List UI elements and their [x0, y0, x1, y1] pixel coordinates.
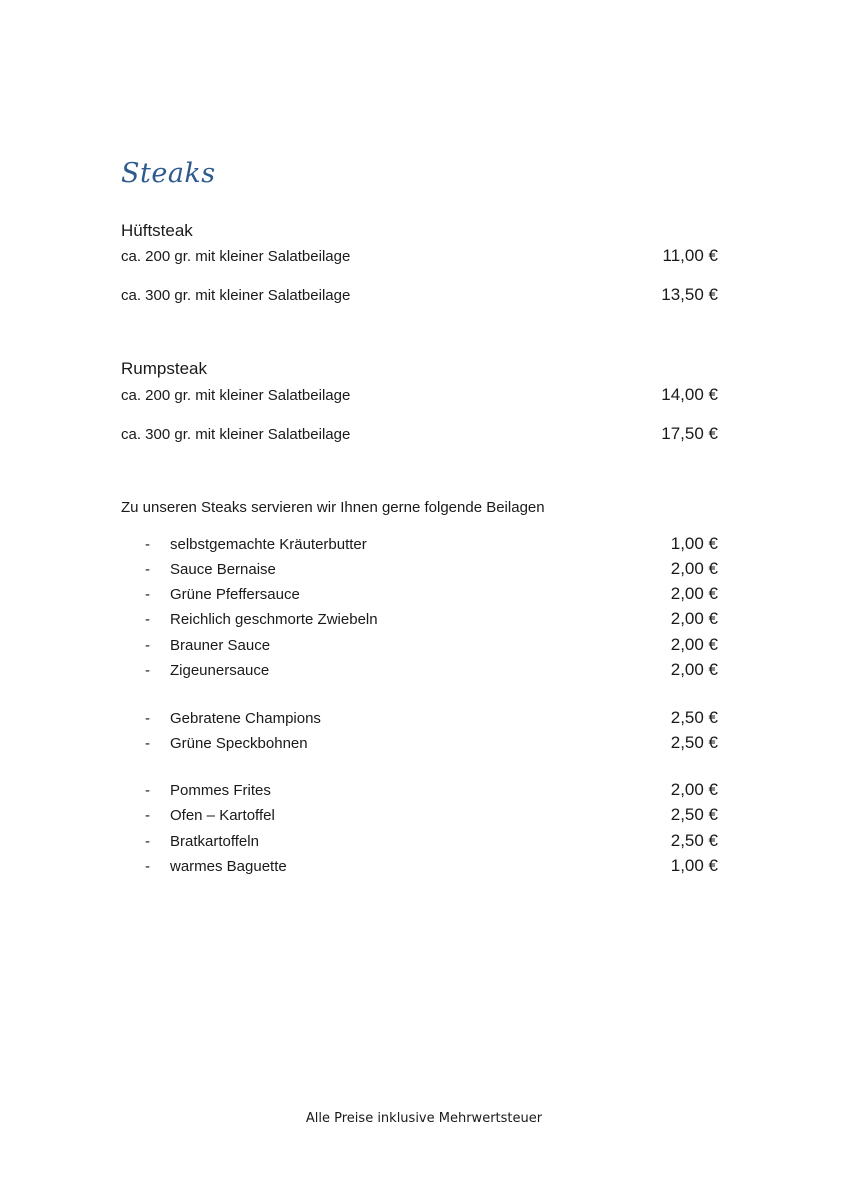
side-name: Reichlich geschmorte Zwiebeln	[170, 611, 378, 628]
bullet-dash: -	[145, 536, 150, 553]
bullet-dash: -	[145, 611, 150, 628]
menu-item	[121, 424, 718, 446]
side-price: 2,00 €	[670, 660, 718, 679]
footer-note: Alle Preise inklusive Mehrwertsteuer	[305, 1111, 543, 1126]
side-price: 1,00 €	[670, 856, 718, 875]
side-price: 2,50 €	[670, 708, 718, 727]
bullet-dash: -	[145, 662, 150, 679]
item-price: 17,50 €	[661, 424, 718, 443]
bullet-dash: -	[145, 833, 150, 850]
side-item	[121, 733, 718, 755]
section-heading: Hüftsteak	[121, 221, 193, 240]
side-price: 2,50 €	[670, 805, 718, 824]
bullet-dash: -	[145, 807, 150, 824]
side-item	[121, 856, 718, 878]
side-name: Brauner Sauce	[170, 637, 271, 654]
side-name: Ofen – Kartoffel	[170, 807, 275, 824]
side-item	[121, 559, 718, 581]
menu-item	[121, 285, 718, 307]
side-price: 2,00 €	[670, 609, 718, 628]
side-item	[121, 708, 718, 730]
menu-item	[121, 246, 718, 268]
side-name: Bratkartoffeln	[170, 833, 259, 850]
item-name: ca. 200 gr. mit kleiner Salatbeilage	[121, 248, 351, 265]
menu-item	[121, 385, 718, 407]
side-name: Gebratene Champions	[170, 710, 321, 727]
side-name: warmes Baguette	[170, 858, 287, 875]
side-item	[121, 635, 718, 657]
side-price: 1,00 €	[670, 534, 718, 553]
side-name: Sauce Bernaise	[170, 561, 276, 578]
bullet-dash: -	[145, 637, 150, 654]
side-price: 2,50 €	[670, 733, 718, 752]
page-title: Steaks	[121, 158, 216, 189]
side-name: Pommes Frites	[170, 782, 271, 799]
bullet-dash: -	[145, 561, 150, 578]
side-name: selbstgemachte Kräuterbutter	[170, 536, 367, 553]
side-name: Grüne Pfeffersauce	[170, 586, 300, 603]
side-item	[121, 609, 718, 631]
side-name: Grüne Speckbohnen	[170, 735, 308, 752]
side-price: 2,50 €	[670, 831, 718, 850]
side-price: 2,00 €	[670, 559, 718, 578]
item-price: 13,50 €	[661, 285, 718, 304]
side-price: 2,00 €	[670, 584, 718, 603]
bullet-dash: -	[145, 586, 150, 603]
side-price: 2,00 €	[670, 780, 718, 799]
bullet-dash: -	[145, 858, 150, 875]
side-item	[121, 660, 718, 682]
side-item	[121, 780, 718, 802]
side-item	[121, 831, 718, 853]
side-name: Zigeunersauce	[170, 662, 270, 679]
bullet-dash: -	[145, 782, 150, 799]
item-name: ca. 300 gr. mit kleiner Salatbeilage	[121, 287, 351, 304]
side-item	[121, 534, 718, 556]
sides-intro: Zu unseren Steaks servieren wir Ihnen gerne folgende Beilagen	[121, 499, 545, 516]
bullet-dash: -	[145, 735, 150, 752]
item-name: ca. 300 gr. mit kleiner Salatbeilage	[121, 426, 351, 443]
item-price: 11,00 €	[662, 246, 718, 265]
bullet-dash: -	[145, 710, 150, 727]
side-price: 2,00 €	[670, 635, 718, 654]
section-heading: Rumpsteak	[121, 359, 207, 378]
side-item	[121, 805, 718, 827]
item-price: 14,00 €	[661, 385, 718, 404]
item-name: ca. 200 gr. mit kleiner Salatbeilage	[121, 387, 351, 404]
side-item	[121, 584, 718, 606]
